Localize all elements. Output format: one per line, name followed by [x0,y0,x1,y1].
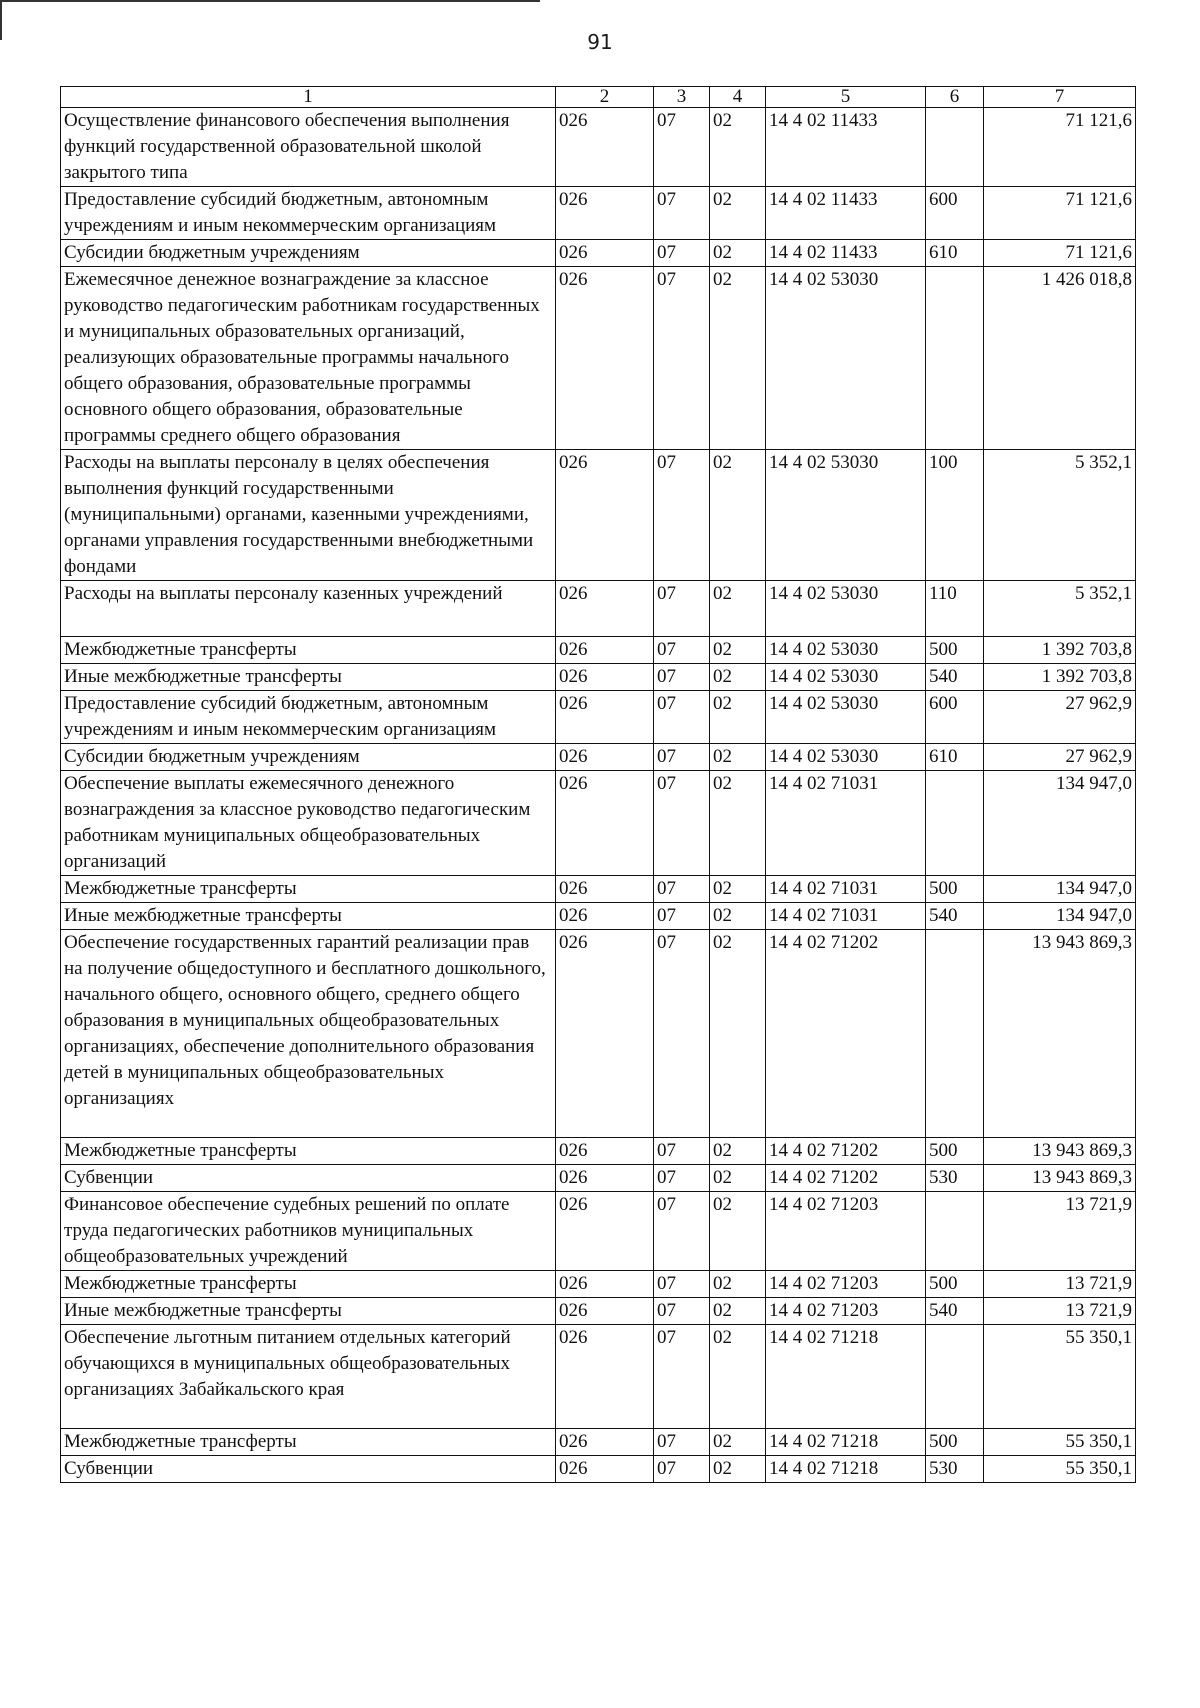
subsection-code: 02 [710,903,766,930]
target-article-code: 14 4 02 53030 [766,581,926,637]
section-code: 07 [654,108,710,187]
subsection-code: 02 [710,1165,766,1192]
row-description: Предоставление субсидий бюджетным, автономным учреждениям и иным некоммерческим организациям [61,187,556,240]
table-row [61,240,1136,267]
target-article-code: 14 4 02 11433 [766,108,926,187]
column-header: 3 [654,87,710,108]
row-description: Межбюджетные трансферты [61,876,556,903]
ministry-code: 026 [556,240,654,267]
ministry-code: 026 [556,1325,654,1429]
section-code: 07 [654,1165,710,1192]
row-amount: 13 721,9 [984,1298,1136,1325]
top-border-line [0,0,540,2]
expense-type-code: 530 [926,1456,984,1483]
row-amount: 13 943 869,3 [984,1138,1136,1165]
table-row [61,1192,1136,1271]
table-row [61,267,1136,450]
target-article-code: 14 4 02 71203 [766,1298,926,1325]
subsection-code: 02 [710,1456,766,1483]
subsection-code: 02 [710,691,766,744]
target-article-code: 14 4 02 71203 [766,1192,926,1271]
row-amount: 134 947,0 [984,903,1136,930]
row-amount: 1 392 703,8 [984,664,1136,691]
target-article-code: 14 4 02 71218 [766,1429,926,1456]
table-row [61,903,1136,930]
row-description: Субвенции [61,1165,556,1192]
subsection-code: 02 [710,1192,766,1271]
column-header: 1 [61,87,556,108]
row-amount: 55 350,1 [984,1429,1136,1456]
section-code: 07 [654,267,710,450]
subsection-code: 02 [710,1325,766,1429]
row-amount: 55 350,1 [984,1456,1136,1483]
header-row [61,87,1136,108]
table-row [61,108,1136,187]
row-description: Обеспечение государственных гарантий реализации прав на получение общедоступного и бесплатного дошкольного, начального общего, основного общего, среднего общего образования в муниципальных общеобразовательных организациях, обеспечение дополнительного образования детей в муниципальных общеобразовательных организациях [61,930,556,1138]
column-header: 5 [766,87,926,108]
ministry-code: 026 [556,1138,654,1165]
section-code: 07 [654,744,710,771]
row-description: Финансовое обеспечение судебных решений по оплате труда педагогических работников муниципальных общеобразовательных учреждений [61,1192,556,1271]
row-description: Расходы на выплаты персоналу казенных учреждений [61,581,556,637]
section-code: 07 [654,1298,710,1325]
row-amount: 55 350,1 [984,1325,1136,1429]
ministry-code: 026 [556,1298,654,1325]
target-article-code: 14 4 02 53030 [766,267,926,450]
expense-type-code: 540 [926,664,984,691]
expense-type-code: 500 [926,637,984,664]
target-article-code: 14 4 02 71031 [766,876,926,903]
expense-type-code: 540 [926,903,984,930]
expense-type-code: 500 [926,1429,984,1456]
section-code: 07 [654,771,710,876]
table-row [61,1429,1136,1456]
target-article-code: 14 4 02 11433 [766,240,926,267]
section-code: 07 [654,637,710,664]
target-article-code: 14 4 02 71202 [766,1165,926,1192]
expense-type-code: 110 [926,581,984,637]
expense-type-code: 600 [926,187,984,240]
ministry-code: 026 [556,1165,654,1192]
expense-type-code: 610 [926,744,984,771]
expense-type-code [926,771,984,876]
section-code: 07 [654,240,710,267]
row-amount: 1 426 018,8 [984,267,1136,450]
expense-type-code: 540 [926,1298,984,1325]
ministry-code: 026 [556,691,654,744]
subsection-code: 02 [710,637,766,664]
ministry-code: 026 [556,744,654,771]
table-row [61,664,1136,691]
table-row [61,1298,1136,1325]
row-description: Предоставление субсидий бюджетным, автономным учреждениям и иным некоммерческим организациям [61,691,556,744]
target-article-code: 14 4 02 71218 [766,1325,926,1429]
row-description: Межбюджетные трансферты [61,1138,556,1165]
subsection-code: 02 [710,930,766,1138]
column-header: 2 [556,87,654,108]
expense-type-code [926,108,984,187]
table-body [61,108,1136,1483]
expense-type-code [926,1325,984,1429]
ministry-code: 026 [556,108,654,187]
ministry-code: 026 [556,903,654,930]
table-row [61,187,1136,240]
expense-type-code: 500 [926,1138,984,1165]
subsection-code: 02 [710,267,766,450]
subsection-code: 02 [710,744,766,771]
target-article-code: 14 4 02 53030 [766,450,926,581]
section-code: 07 [654,1271,710,1298]
expense-type-code: 500 [926,1271,984,1298]
row-description: Субсидии бюджетным учреждениям [61,744,556,771]
section-code: 07 [654,450,710,581]
row-description: Осуществление финансового обеспечения выполнения функций государственной образовательной школой закрытого типа [61,108,556,187]
expense-type-code: 530 [926,1165,984,1192]
ministry-code: 026 [556,1271,654,1298]
ministry-code: 026 [556,664,654,691]
target-article-code: 14 4 02 11433 [766,187,926,240]
table-row [61,876,1136,903]
target-article-code: 14 4 02 71031 [766,771,926,876]
table-row [61,1271,1136,1298]
target-article-code: 14 4 02 71203 [766,1271,926,1298]
ministry-code: 026 [556,1192,654,1271]
target-article-code: 14 4 02 71202 [766,1138,926,1165]
column-header: 7 [984,87,1136,108]
row-description: Обеспечение льготным питанием отдельных категорий обучающихся в муниципальных общеобразовательных организациях Забайкальского края [61,1325,556,1429]
subsection-code: 02 [710,1271,766,1298]
table-row [61,1456,1136,1483]
row-amount: 71 121,6 [984,240,1136,267]
section-code: 07 [654,1429,710,1456]
row-description: Субсидии бюджетным учреждениям [61,240,556,267]
row-description: Иные межбюджетные трансферты [61,903,556,930]
row-description: Субвенции [61,1456,556,1483]
row-amount: 71 121,6 [984,108,1136,187]
expense-type-code: 500 [926,876,984,903]
column-header: 6 [926,87,984,108]
ministry-code: 026 [556,581,654,637]
expense-type-code: 600 [926,691,984,744]
subsection-code: 02 [710,450,766,581]
row-amount: 5 352,1 [984,581,1136,637]
subsection-code: 02 [710,1298,766,1325]
expense-type-code [926,267,984,450]
ministry-code: 026 [556,1429,654,1456]
target-article-code: 14 4 02 53030 [766,664,926,691]
table-row [61,691,1136,744]
section-code: 07 [654,1456,710,1483]
row-amount: 13 943 869,3 [984,930,1136,1138]
subsection-code: 02 [710,108,766,187]
ministry-code: 026 [556,771,654,876]
section-code: 07 [654,581,710,637]
table-row [61,450,1136,581]
subsection-code: 02 [710,1429,766,1456]
ministry-code: 026 [556,187,654,240]
row-amount: 5 352,1 [984,450,1136,581]
target-article-code: 14 4 02 53030 [766,637,926,664]
column-header: 4 [710,87,766,108]
section-code: 07 [654,930,710,1138]
table-row [61,771,1136,876]
section-code: 07 [654,187,710,240]
row-description: Ежемесячное денежное вознаграждение за классное руководство педагогическим работникам государственных и муниципальных образовательных организаций, реализующих образовательные программы начального общего образования, образовательные программы основного общего образования, образовательные программы среднего общего образования [61,267,556,450]
expense-type-code [926,930,984,1138]
row-description: Иные межбюджетные трансферты [61,664,556,691]
row-amount: 71 121,6 [984,187,1136,240]
section-code: 07 [654,1325,710,1429]
row-description: Иные межбюджетные трансферты [61,1298,556,1325]
subsection-code: 02 [710,664,766,691]
section-code: 07 [654,1138,710,1165]
budget-table [60,86,1136,1483]
table-row [61,1138,1136,1165]
expense-type-code [926,1192,984,1271]
section-code: 07 [654,664,710,691]
row-amount: 27 962,9 [984,744,1136,771]
row-amount: 134 947,0 [984,876,1136,903]
subsection-code: 02 [710,1138,766,1165]
section-code: 07 [654,876,710,903]
ministry-code: 026 [556,930,654,1138]
subsection-code: 02 [710,581,766,637]
target-article-code: 14 4 02 71218 [766,1456,926,1483]
table-row [61,581,1136,637]
ministry-code: 026 [556,1456,654,1483]
ministry-code: 026 [556,267,654,450]
table-row [61,1165,1136,1192]
page-number: 91 [587,30,613,54]
row-description: Расходы на выплаты персоналу в целях обеспечения выполнения функций государственными (муниципальными) органами, казенными учреждениями, органами управления государственными внебюджетными фондами [61,450,556,581]
subsection-code: 02 [710,876,766,903]
row-description: Межбюджетные трансферты [61,1271,556,1298]
expense-type-code: 610 [926,240,984,267]
ministry-code: 026 [556,450,654,581]
row-amount: 13 943 869,3 [984,1165,1136,1192]
table-row [61,637,1136,664]
subsection-code: 02 [710,771,766,876]
table-row [61,930,1136,1138]
target-article-code: 14 4 02 71202 [766,930,926,1138]
ministry-code: 026 [556,876,654,903]
target-article-code: 14 4 02 53030 [766,744,926,771]
target-article-code: 14 4 02 53030 [766,691,926,744]
table-row [61,1325,1136,1429]
row-description: Межбюджетные трансферты [61,1429,556,1456]
expense-type-code: 100 [926,450,984,581]
row-description: Обеспечение выплаты ежемесячного денежного вознаграждения за классное руководство педагогическим работникам муниципальных общеобразовательных организаций [61,771,556,876]
section-code: 07 [654,691,710,744]
target-article-code: 14 4 02 71031 [766,903,926,930]
row-description: Межбюджетные трансферты [61,637,556,664]
ministry-code: 026 [556,637,654,664]
section-code: 07 [654,903,710,930]
row-amount: 27 962,9 [984,691,1136,744]
row-amount: 13 721,9 [984,1271,1136,1298]
subsection-code: 02 [710,187,766,240]
row-amount: 134 947,0 [984,771,1136,876]
row-amount: 13 721,9 [984,1192,1136,1271]
table-row [61,744,1136,771]
subsection-code: 02 [710,240,766,267]
section-code: 07 [654,1192,710,1271]
row-amount: 1 392 703,8 [984,637,1136,664]
